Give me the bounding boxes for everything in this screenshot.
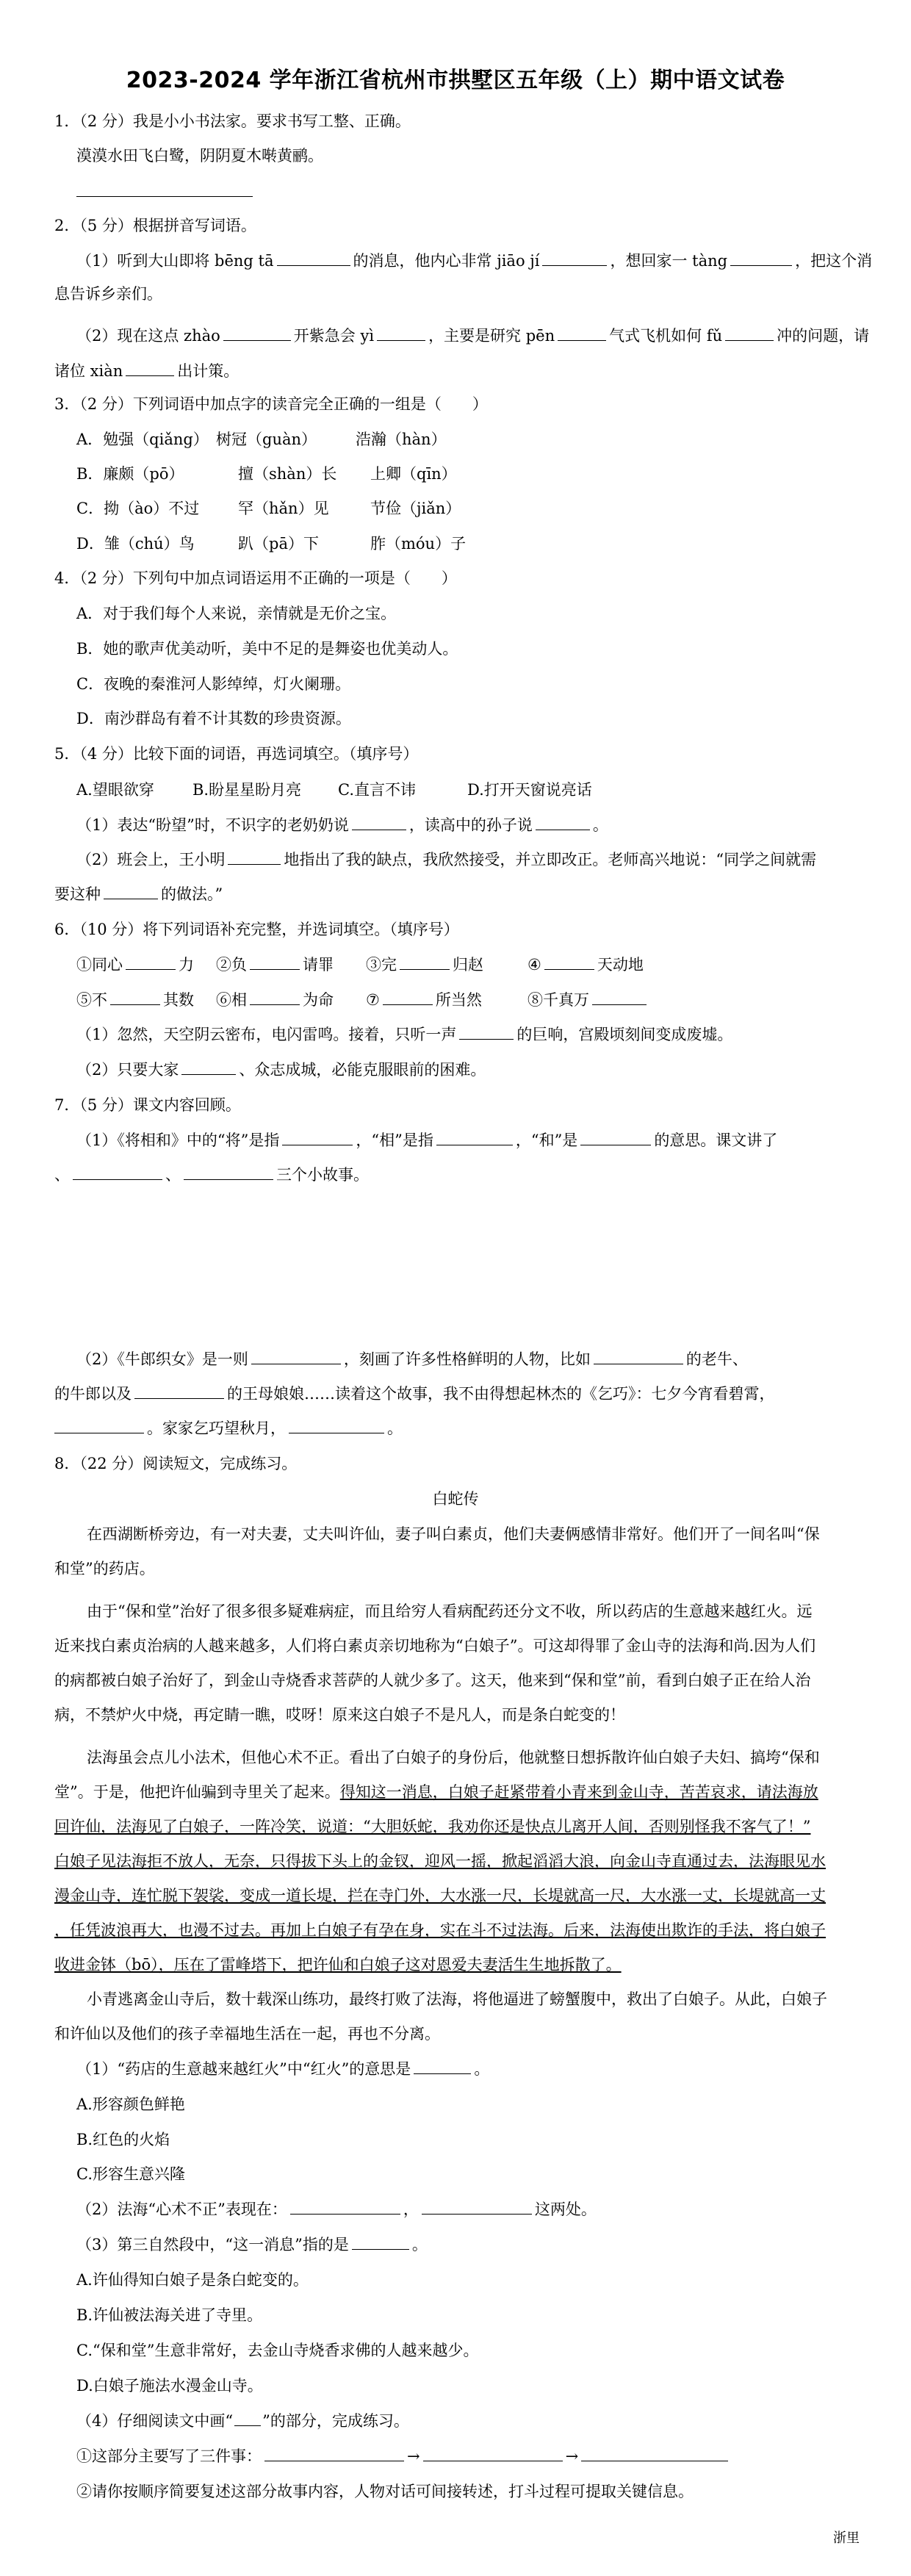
passage-p4: 小青逃离金山寺后，数十载深山练功，最终打败了法海，将他逼进了螃蟹腹中，救出了白娘子。从此，白娘子 xyxy=(87,1990,827,2008)
passage-p2-cont: 的病都被白娘子治好了，到金山寺烧香求菩萨的人就少多了。这天，他来到“保和堂”前，看到白娘子正在给人治 xyxy=(54,1672,811,1689)
passage-p2: 由于“保和堂”治好了很多很多疑难病症，而且给穷人看病配药还分文不收，所以药店的生意越来越红火。远 xyxy=(87,1602,813,1620)
underlined-part: 白娘子见法海拒不放人，无奈，只得拔下头上的金钗，迎风一摇，掀起滔滔大浪，向金山寺直通过去，法海眼见水 xyxy=(54,1852,826,1870)
q8-blank[interactable] xyxy=(264,2446,404,2461)
q4-option-d[interactable]: D．南沙群岛有着不计其数的珍贵资源。 xyxy=(76,710,351,727)
q8-blank[interactable] xyxy=(581,2446,728,2461)
q6-blank[interactable] xyxy=(592,990,647,1005)
q6-blank[interactable] xyxy=(126,954,176,970)
arrow-icon: → xyxy=(565,2447,579,2465)
q8-sub-3-option-a[interactable]: A.许仙得知白娘子是条白蛇变的。 xyxy=(76,2271,309,2289)
q2-blank[interactable] xyxy=(277,251,350,266)
q8-blank[interactable] xyxy=(290,2199,400,2215)
underlined-part: 收进金钵（bō），压在了雷峰塔下，把许仙和白娘子这对恩爱夫妻活生生地拆散了。 xyxy=(54,1956,622,1974)
q6-item-1: （1）忽然，天空阴云密布，电闪雷鸣。接着，只听一声 的巨响，宫殿顷刻间变成废墟。 xyxy=(76,1026,733,1043)
q7-item-2: （2）《牛郎织女》是一则 ，刻画了许多性格鲜明的人物，比如 的老牛、 xyxy=(76,1350,748,1368)
q1-poem-line: 漠漠水田飞白鹭，阴阴夏木啭黄鹂。 xyxy=(76,147,323,165)
q7-blank[interactable] xyxy=(251,1349,341,1364)
q8-sub-4-item-1: ①这部分主要写了三件事： → → xyxy=(76,2445,731,2467)
q7-item-2-cont-2: 。家家乞巧望秋月， 。 xyxy=(54,1417,403,1439)
q2-blank[interactable] xyxy=(730,251,792,266)
q8-sub-2: （2）法海“心术不正”表现在： ， 这两处。 xyxy=(76,2201,597,2218)
q3-stem: 3．（2 分）下列词语中加点字的读音完全正确的一组是（ ） xyxy=(54,395,488,413)
q6-words-row-2: ⑤不 其数 ⑥相 为命 ⑦ 所当然 ⑧千真万 xyxy=(76,989,649,1011)
q8-sub-1-option-c[interactable]: C.形容生意兴隆 xyxy=(76,2165,185,2183)
q6-blank[interactable] xyxy=(181,1059,236,1075)
q7-blank[interactable] xyxy=(184,1165,273,1180)
q7-blank[interactable] xyxy=(436,1130,513,1145)
q7-blank[interactable] xyxy=(289,1418,384,1433)
q8-sub-1-option-a[interactable]: A.形容颜色鲜艳 xyxy=(76,2095,185,2113)
q2-blank[interactable] xyxy=(725,325,774,341)
q3-option-a[interactable]: A．勉强（qiǎng） 树冠（guàn） 浩瀚（hàn） xyxy=(76,431,447,448)
underlined-part: 漫金山寺，连忙脱下袈裟，变成一道长堤，拦在寺门外，大水涨一尺，长堤就高一尺，大水涨一丈，长堤就高一丈 xyxy=(54,1887,826,1904)
underlined-part: ，任凭波浪再大，也漫不过去。再加上白娘子有孕在身，实在斗不过法海。后来，法海使出欺诈的手法，将白娘子 xyxy=(54,1921,826,1939)
q6-blank[interactable] xyxy=(383,990,433,1005)
underlined-part: 回许仙，法海见了白娘子，一阵冷笑，说道：“大胆妖蛇，我劝你还是快点儿离开人间，否则别怪我不客气了！” xyxy=(54,1818,811,1835)
q3-option-b[interactable]: B．廉颇（pō） 擅（shàn）长 上卿（qīn） xyxy=(76,465,457,483)
q5-item-1: （1）表达“盼望”时，不识字的老奶奶说 ，读高中的孙子说 。 xyxy=(76,816,608,834)
exam-title: 2023-2024 学年浙江省杭州市拱墅区五年级（上）期中语文试卷 xyxy=(126,68,785,93)
q2-blank[interactable] xyxy=(223,325,291,341)
q7-blank[interactable] xyxy=(134,1384,224,1399)
q8-stem: 8．（22 分）阅读短文，完成练习。 xyxy=(54,1455,298,1472)
underline-mark xyxy=(234,2411,261,2426)
q1-stem: 1．（2 分）我是小小书法家。要求书写工整、正确。 xyxy=(54,112,411,130)
q8-sub-4: （4）仔细阅读文中画“ ”的部分，完成练习。 xyxy=(76,2412,409,2430)
q8-sub-4-item-2: ②请你按顺序简要复述这部分故事内容，人物对话可间接转述，打斗过程可提取关键信息。 xyxy=(76,2483,694,2500)
passage-title: 白蛇传 xyxy=(432,1490,479,1508)
q6-words-row-1: ①同心 力 ②负 请罪 ③完 归赵 ④ 天动地 xyxy=(76,956,644,974)
q5-word-options: A.望眼欲穿 B.盼星星盼月亮 C.直言不讳 D.打开天窗说亮话 xyxy=(76,781,592,799)
q4-option-b[interactable]: B．她的歌声优美动听，美中不足的是舞姿也优美动人。 xyxy=(76,640,458,658)
q7-item-2-cont: 的牛郎以及 的王母娘娘……读着这个故事，我不由得想起林杰的《乞巧》：七夕今宵看碧霄， xyxy=(54,1385,775,1403)
q2-item-1: （1）听到大山即将 bēng tā 的消息，他内心非常 jiāo jí ，想回家一 tàng ，把这个消 xyxy=(76,252,873,270)
q8-blank[interactable] xyxy=(422,2199,532,2215)
q6-blank[interactable] xyxy=(544,954,594,970)
q5-stem: 5．（4 分）比较下面的词语，再选词填空。（填序号） xyxy=(54,745,419,763)
q6-stem: 6．（10 分）将下列词语补充完整，并选词填空。（填序号） xyxy=(54,921,459,938)
q8-sub-1: （1）“药店的生意越来越红火”中“红火”的意思是 。 xyxy=(76,2060,490,2078)
passage-p3: 法海虽会点儿小法术，但他心术不正。看出了白娘子的身份后，他就整日想拆散许仙白娘子夫妇、搞垮“保和 xyxy=(87,1749,820,1766)
passage-p1-cont: 和堂”的药店。 xyxy=(54,1560,155,1577)
q5-blank[interactable] xyxy=(352,815,406,830)
passage-p2-cont: 近来找白素贞治病的人越来越多，人们将白素贞亲切地称为“白娘子”。可这却得罪了金山寺的法海和尚.因为人们 xyxy=(54,1637,816,1655)
q4-stem: 4．（2 分）下列句中加点词语运用不正确的一项是（ ） xyxy=(54,569,457,587)
arrow-icon: → xyxy=(407,2447,420,2465)
q2-blank[interactable] xyxy=(377,325,425,341)
q7-blank[interactable] xyxy=(282,1130,353,1145)
q8-blank[interactable] xyxy=(414,2059,471,2074)
q8-blank[interactable] xyxy=(352,2234,409,2250)
q5-blank[interactable] xyxy=(104,884,158,899)
q6-blank[interactable] xyxy=(250,954,300,970)
passage-p2-cont: 病，不禁炉火中烧，再定睛一瞧，哎呀！原来这白娘子不是凡人，而是条白蛇变的！ xyxy=(54,1706,625,1724)
q5-item-2: （2）班会上，王小明 地指出了我的缺点，我欣然接受，并立即改正。老师高兴地说：“同学之间就需 xyxy=(76,851,817,868)
q8-sub-3-option-c[interactable]: C.“保和堂”生意非常好，去金山寺烧香求佛的人越来越少。 xyxy=(76,2342,479,2359)
q7-blank[interactable] xyxy=(580,1130,651,1145)
q2-item-2: （2）现在这点 zhào 开紫急会 yì ，主要是研究 pēn 气式飞机如何 fǔ 冲的问题，请 xyxy=(76,327,870,345)
q6-blank[interactable] xyxy=(250,990,300,1005)
q8-blank[interactable] xyxy=(423,2446,563,2461)
q2-item-1-cont: 息告诉乡亲们。 xyxy=(54,285,162,303)
q7-stem: 7．（5 分）课文内容回顾。 xyxy=(54,1096,241,1114)
passage-p1: 在西湖断桥旁边，有一对夫妻，丈夫叫许仙，妻子叫白素贞，他们夫妻俩感情非常好。他们开了一间名叫“保 xyxy=(87,1525,820,1543)
q7-blank[interactable] xyxy=(73,1165,162,1180)
q8-sub-1-option-b[interactable]: B.红色的火焰 xyxy=(76,2131,170,2148)
q3-option-d[interactable]: D．雏（chú）鸟 趴（pā）下 胙（móu）子 xyxy=(76,535,467,553)
q7-item-1: （1）《将相和》中的“将”是指 ，“相”是指 ，“和”是 的意思。课文讲了 xyxy=(76,1132,778,1149)
q4-option-c[interactable]: C．夜晚的秦淮河人影绰绰，灯火阑珊。 xyxy=(76,675,351,693)
q7-blank[interactable] xyxy=(594,1349,683,1364)
q6-blank[interactable] xyxy=(400,954,450,970)
passage-p4-cont: 和许仙以及他们的孩子幸福地生活在一起，再也不分离。 xyxy=(54,2025,440,2043)
q7-blank[interactable] xyxy=(54,1418,144,1433)
q7-item-1-cont: 、 、 三个小故事。 xyxy=(54,1166,369,1184)
q4-option-a[interactable]: A．对于我们每个人来说，亲情就是无价之宝。 xyxy=(76,605,397,622)
q2-blank[interactable] xyxy=(558,325,606,341)
underlined-part: 得知这一消息，白娘子赶紧带着小青来到金山寺，苦苦哀求，请法海放 xyxy=(339,1783,818,1801)
q2-item-2-cont: 诸位 xiàn 出计策。 xyxy=(54,362,240,380)
q6-blank[interactable] xyxy=(110,990,160,1005)
q6-blank[interactable] xyxy=(459,1024,514,1040)
q5-item-2-cont: 要这种 的做法。” xyxy=(54,885,223,903)
q2-stem: 2．（5 分）根据拼音写词语。 xyxy=(54,217,256,234)
q8-sub-3-option-d[interactable]: D.白娘子施法水漫金山寺。 xyxy=(76,2377,263,2395)
q5-blank[interactable] xyxy=(228,849,281,865)
q2-blank[interactable] xyxy=(126,361,174,376)
footer-mark: 浙里 xyxy=(833,2530,860,2546)
q2-blank[interactable] xyxy=(542,251,607,266)
q3-option-c[interactable]: C．拗（ào）不过 罕（hǎn）见 节俭（jiǎn） xyxy=(76,500,461,517)
q6-item-2: （2）只要大家 、众志成城，必能克服眼前的困难。 xyxy=(76,1061,486,1079)
q5-blank[interactable] xyxy=(536,815,590,830)
q8-sub-3: （3）第三自然段中，“这一消息”指的是 。 xyxy=(76,2236,428,2253)
q8-sub-3-option-b[interactable]: B.许仙被法海关进了寺里。 xyxy=(76,2306,263,2324)
q1-answer-line[interactable] xyxy=(76,181,253,203)
passage-p3-cont: 堂”。于是，他把许仙骗到寺里关了起来。得知这一消息，白娘子赶紧带着小青来到金山寺，苦苦哀求，请法海放 xyxy=(54,1783,818,1801)
